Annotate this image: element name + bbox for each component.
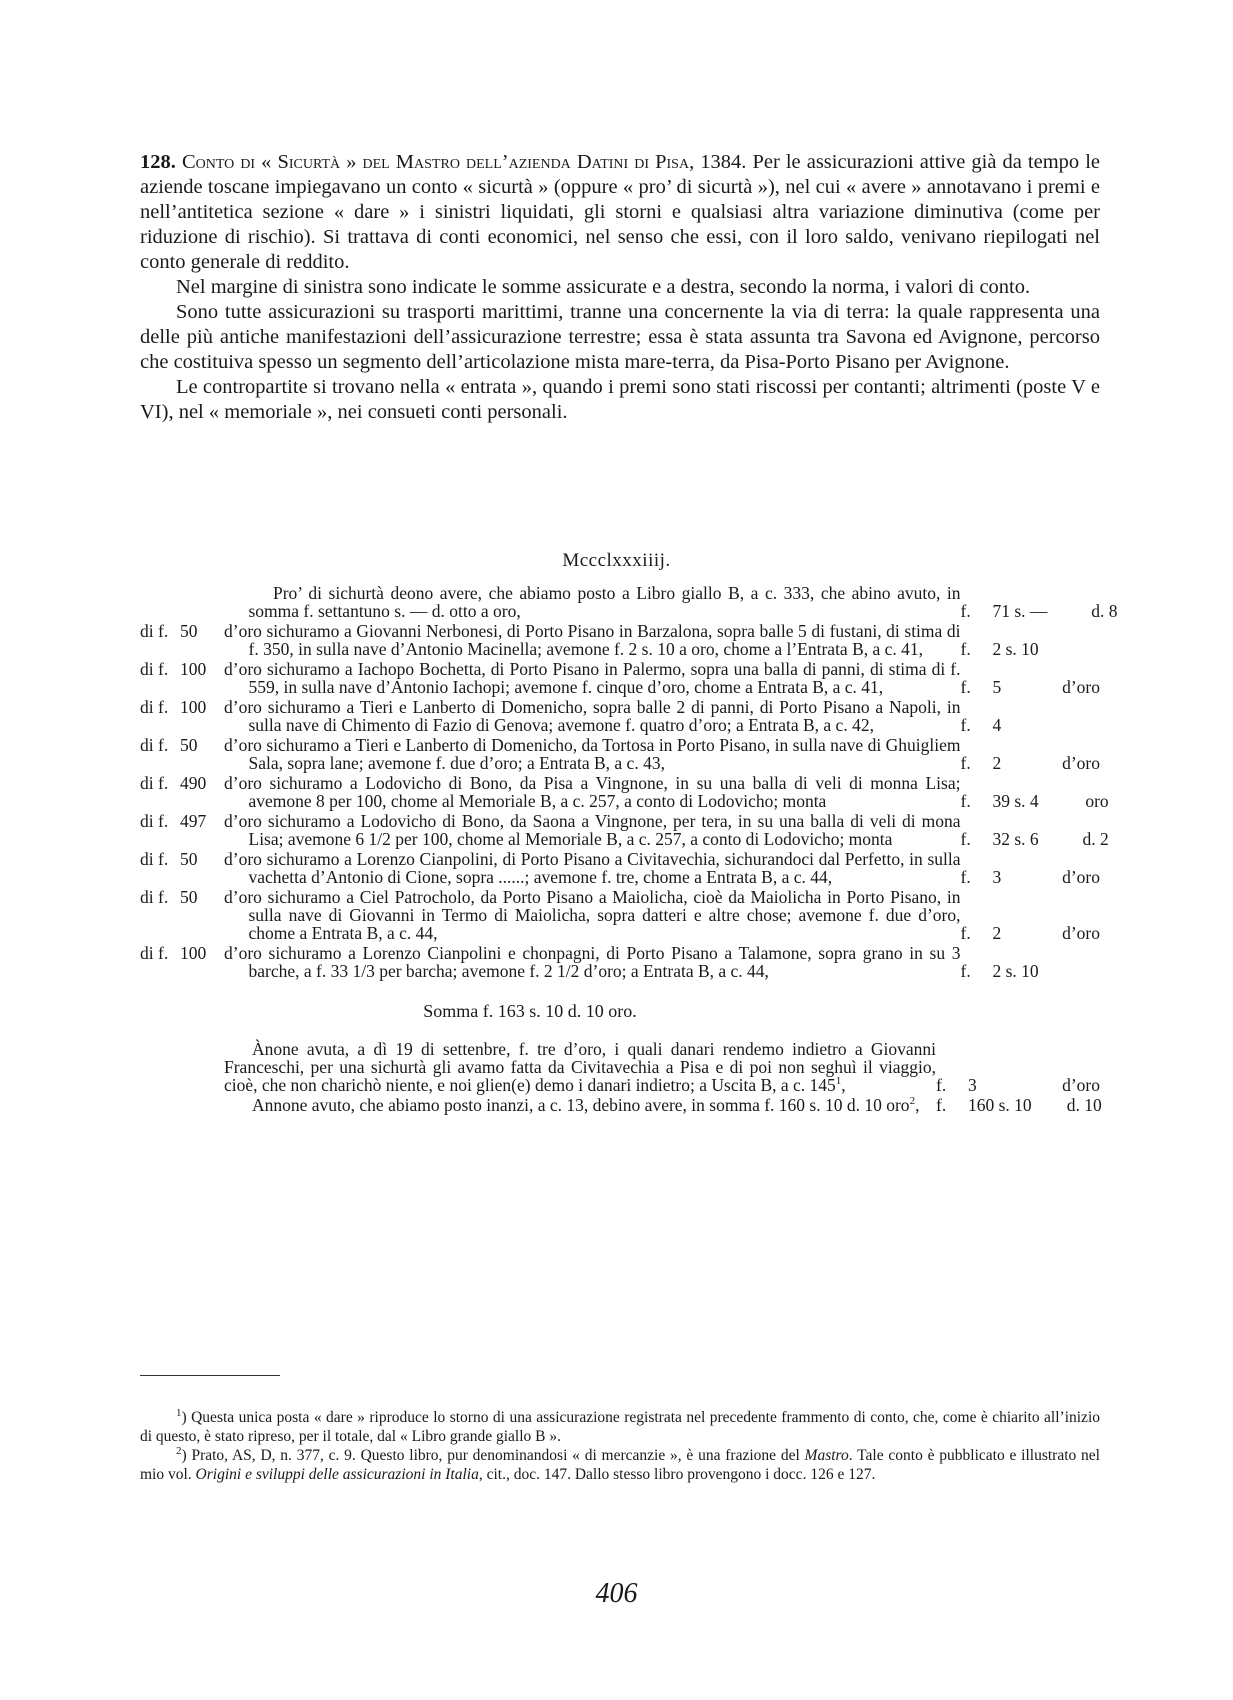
florin-label: f. [960,753,971,773]
insured-sum [140,698,224,734]
florin-label: f. [936,1095,947,1115]
ledger-left-margin [140,1096,224,1114]
amount-value: 2 [992,753,1002,773]
florin-label: f. [960,715,971,735]
entry-text: d’oro sichuramo a Iachopo Bochetta, di Porto Pisano in Palermo, sopra una balla di panni, di stima di f. 559, in sulla nave d’Antonio Iachopi; avemone f. cinque d’oro, chome a Entrata B, a c. 41, [224,659,961,697]
footnote-mark: 1 [176,1406,182,1419]
footnote-italic: Mastro [804,1447,849,1464]
amount-value: 4 [992,715,1002,735]
ledger-amount [961,850,1101,886]
amount-value: 160 s. 10 [968,1095,1032,1115]
amount-suffix: d’oro [1062,677,1100,697]
insured-amount: 497 [180,811,207,831]
amount-value: 71 s. — [992,601,1048,621]
footnote-text: , cit., doc. 147. Dallo stesso libro provengono i docc. 126 e 127. [478,1466,876,1483]
ledger-entry [140,622,1100,658]
ledger-header-entry [140,583,1118,621]
florin-label: f. [960,961,971,981]
insured-prefix: di f. [140,943,169,963]
florin-label: f. [936,1075,947,1095]
intro-text-1: Per le assicurazioni attive già da tempo le aziende toscane impiegavano un conto « sicurtà » (oppure « pro’ di sicurtà »), nel cui « avere » annotavano i premi e nell’antitetica sezione « dare » i sinistri liquidati, gli storni e qualsiasi altra variazione diminutiva (come per riduzione di rischio). Si trattava di conti economici, nel senso che essi, con il loro saldo, venivano riepilogati nel conto generale di reddito. [140,151,1101,273]
intro-paragraph-4: Le contropartite si trovano nella « entrata », quando i premi sono stati riscossi per contanti; altrimenti (poste V e VI), nel « memoriale », nei consueti conti personali. [140,376,1100,423]
ledger-entry [140,773,1109,811]
insured-sum [140,888,224,942]
insured-amount: 50 [180,621,198,641]
amount-suffix: oro [1085,791,1109,811]
florin-label: f. [960,791,971,811]
insured-prefix: di f. [140,621,169,641]
ledger-entry [140,698,1100,734]
insured-prefix: di f. [140,697,169,717]
ledger-amount [961,660,1101,696]
amount-value: 2 s. 10 [992,961,1039,981]
insured-prefix: di f. [140,849,169,869]
entry-text [224,1040,936,1094]
insured-prefix: di f. [140,811,169,831]
insured-amount: 100 [180,943,207,963]
insured-sum [140,944,224,980]
footnote-text: ) Questa unica posta « dare » riproduce lo storno di una assicurazione registrata nel precedente frammento di conto, che, come è chiarito all’inizio di questo, è stato ripreso, per il totale, dal « Libro grande giallo B ». [140,1409,1100,1445]
ledger-after-entries [140,1040,1100,1114]
entry-text: d’oro sichuramo a Lodovicho di Bono, da Pisa a Vingnone, in su una balla di veli di monna Lisa; avemone 8 per 100, chome al Memoriale B, a c. 257, a conto di Lodovicho; monta [224,773,961,811]
entry-text: d’oro sichuramo a Lorenzo Cianpolini, di Porto Pisano a Civitavechia, sichurandoci dal Perfetto, in sulla vachetta d’Antonio di Cione, sopra ......; avemone f. tre, chome a Entrata B, a c. 44, [224,849,961,887]
insured-sum [140,622,224,658]
insured-sum [140,736,224,772]
insured-prefix: di f. [140,735,169,755]
florin-label: f. [960,923,971,943]
entry-text-main: Ànone avuta, a dì 19 di settenbre, f. tre d’oro, i quali danari rendemo indietro a Giovanni Franceschi, per una sichurtà gli avamo fatta da Civitavechia a Pisa e di poi non seghuì il viaggio, cioè, che non charichò niente, e noi glien(e) demo i danari indietro; a Uscita B, a c. 145 [224,1039,936,1095]
amount-value: 3 [992,867,1002,887]
ledger-entry [140,1040,1100,1094]
amount-suffix: d. 2 [1082,829,1109,849]
entry-text: d’oro sichuramo a Tieri e Lanberto di Domenicho, sopra balle 2 di panni, di Porto Pisano a Napoli, in sulla nave di Chimento di Fazio di Genova; avemone f. quatro d’oro; a Entrata B, a c. 42, [224,697,961,735]
entry-text: d’oro sichuramo a Lodovicho di Bono, da Saona a Vingnone, per tera, in su una balla di veli di mona Lisa; avemone 6 1/2 per 100, chome al Memoriale B, a c. 257, a conto di Lodovicho; monta [224,811,961,849]
entry-text: d’oro sichuramo a Giovanni Nerbonesi, di Porto Pisano in Barzalona, sopra balle 5 di fustani, di stima di f. 350, in sulla nave d’Antonio Macinella; avemone f. 2 s. 10 a oro, chome a l’Entrata B, a c. 41, [224,621,961,659]
amount-suffix: d. 8 [1091,601,1118,621]
florin-label: f. [960,867,971,887]
ledger-left-margin [140,1040,224,1094]
ledger-amount [961,812,1109,848]
page-number: 406 [595,1578,638,1609]
amount-value: 2 [992,923,1002,943]
footnote-text: . Tale conto è pubblicato e illustrato nel mio vol. [140,1447,1100,1483]
amount-value: 32 s. 6 [992,829,1039,849]
amount-value: 39 s. 4 [992,791,1039,811]
intro-paragraph-3: Sono tutte assicurazioni su trasporti marittimi, tranne una concernente la via di terra: la quale rappresenta una delle più antiche manifestazioni dell’assicurazione terrestre; essa è stata assunta tra Savona ed Avignone, percorso che costituiva spesso un segmento dell’articolazione mista mare-terra, da Pisa-Porto Pisano per Avignone. [140,301,1100,373]
florin-label: f. [960,639,971,659]
ledger-amount [961,774,1109,810]
ledger-entry [140,944,1100,980]
footnote-mark: 2 [176,1444,182,1457]
ledger-entry [140,660,1100,696]
insured-prefix: di f. [140,887,169,907]
footnote-italic: Origini e sviluppi delle assicurazioni in Italia [195,1466,479,1483]
insured-prefix: di f. [140,773,169,793]
entry-text-tail: , [841,1075,846,1095]
footnotes [140,1408,1100,1484]
amount-value: 3 [968,1075,977,1095]
ledger-entry [140,850,1100,886]
ledger-amount [961,622,1109,658]
ledger-amount [961,736,1101,772]
document-heading: Conto di « Sicurtà » del Mastro dell’azienda Datini di Pisa, 1384. [181,151,747,173]
amount-suffix: d’oro [1062,1075,1100,1095]
footnote-text: ) Prato, AS, D, n. 377, c. 9. Questo libro, pur denominandosi « di mercanzie », è una frazione del [181,1447,805,1464]
intro-paragraph-1 [140,150,1100,275]
florin-label: f. [960,829,971,849]
florin-label: f. [960,677,971,697]
introduction [140,150,1100,425]
amount-suffix: d’oro [1062,923,1100,943]
ledger-total: Somma f. 163 s. 10 d. 10 oro. [423,1001,637,1021]
ledger-amount [936,1096,1102,1114]
ledger-entry [140,811,1109,849]
insured-sum [140,850,224,886]
entry-text: d’oro sichuramo a Ciel Patrocholo, da Porto Pisano a Maiolicha, cioè da Maiolicha in Porto Pisano, in sulla nave di Giovanni in Termo di Maiolicha, sopra datteri e altre chose; avemone f. due d’oro, chome a Entrata B, a c. 44, [224,887,961,943]
ledger [140,583,1118,1116]
ledger-amount [961,944,1109,980]
footnote-divider [140,1375,280,1376]
ledger-amount [961,584,1118,620]
ledger-amount [936,1040,1100,1094]
ledger-amount [961,888,1101,942]
intro-paragraph-2: Nel margine di sinistra sono indicate le somme assicurate e a destra, secondo la norma, i valori di conto. [176,276,1031,298]
insured-amount: 490 [180,773,207,793]
amount-suffix: d’oro [1062,867,1100,887]
ledger-entry [140,736,1100,772]
ledger-entries [140,621,1109,981]
amount-suffix: d’oro [1062,753,1100,773]
florin-label: f. [960,601,971,621]
ledger-left-margin [140,584,224,620]
footnote-reference: 2 [909,1095,916,1108]
amount-suffix: d. 10 [1066,1095,1102,1115]
insured-amount: 100 [180,697,207,717]
footnote-reference: 1 [835,1075,842,1088]
insured-sum [140,774,224,810]
amount-value: 5 [992,677,1002,697]
insured-amount: 50 [180,735,198,755]
entry-text: d’oro sichuramo a Tieri e Lanberto di Domenicho, da Tortosa in Porto Pisano, in sulla nave di Ghuigliem Sala, sopra lane; avemone f. due d’oro; a Entrata B, a c. 43, [224,735,961,773]
ledger-entry [140,888,1100,942]
entry-text [224,1096,936,1114]
footnote-1 [140,1408,1100,1446]
insured-amount: 50 [180,887,198,907]
insured-amount: 100 [180,659,207,679]
footnote-2 [140,1446,1100,1484]
amount-value: 2 s. 10 [992,639,1039,659]
insured-sum [140,812,224,848]
insured-sum [140,660,224,696]
ledger-entry [140,1096,1100,1114]
document-number: 128. [140,151,176,173]
ledger-header-text: Pro’ di sichurtà deono avere, che abiamo posto a Libro giallo B, a c. 333, che abino avuto, in somma f. settantuno s. — d. otto a oro, [248,583,961,621]
ledger-amount [961,698,1101,734]
entry-text-main: Annone avuto, che abiamo posto inanzi, a c. 13, debino avere, in somma f. 160 s. 10 d. 10 oro [252,1095,910,1115]
insured-prefix: di f. [140,659,169,679]
ledger-year: Mccclxxxiiij. [562,550,671,571]
insured-amount: 50 [180,849,198,869]
entry-text-tail: , [915,1095,920,1115]
entry-text: d’oro sichuramo a Lorenzo Cianpolini e chonpagni, di Porto Pisano a Talamone, sopra grano in su 3 barche, a f. 33 1/3 per barcha; avemone f. 2 1/2 d’oro; a Entrata B, a c. 44, [224,943,961,981]
